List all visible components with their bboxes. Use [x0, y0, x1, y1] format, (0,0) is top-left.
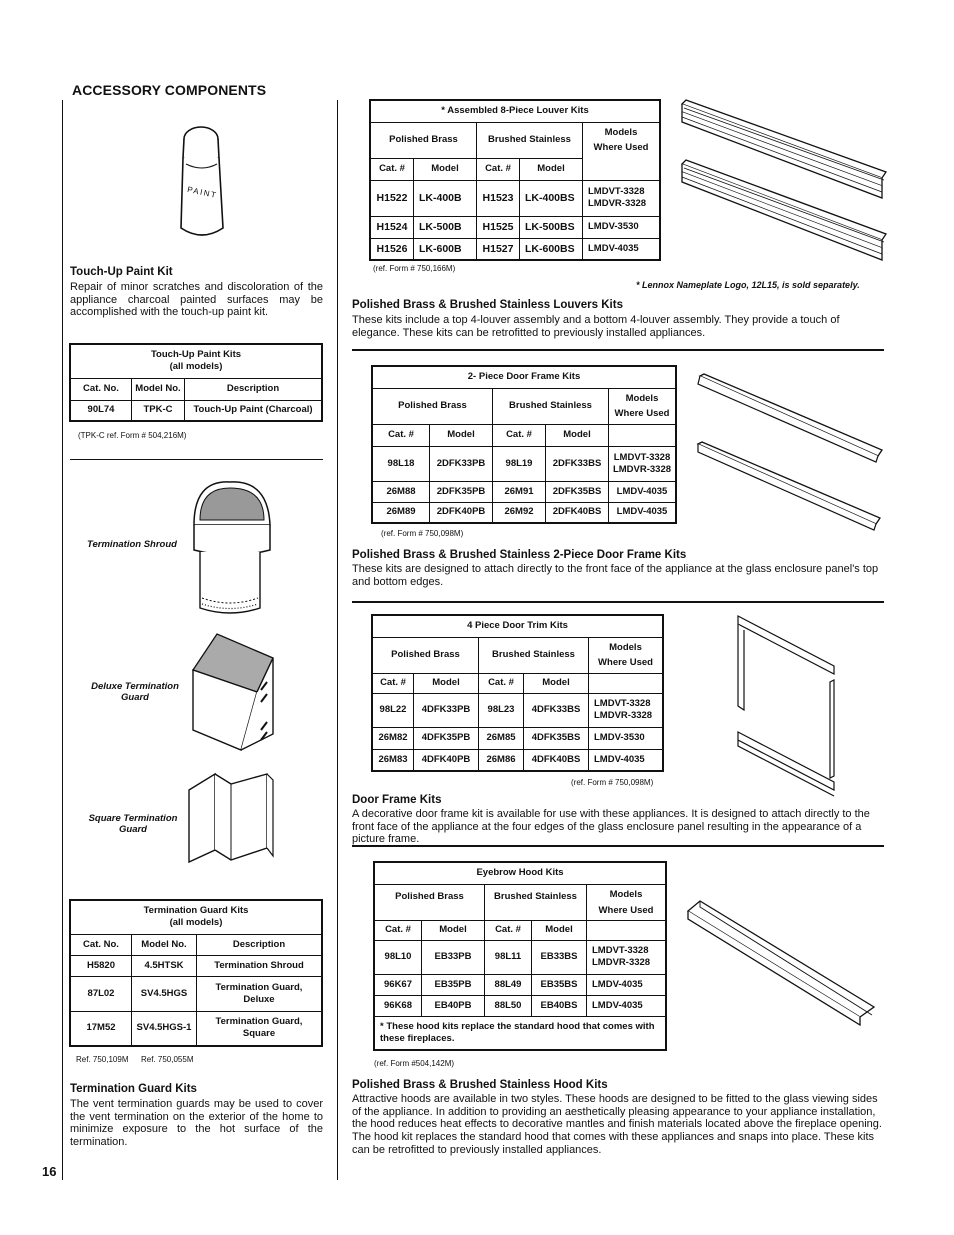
- table-cell: 88L49: [485, 974, 532, 995]
- col-header: Model: [524, 673, 589, 693]
- table-title: 2- Piece Door Frame Kits: [372, 366, 676, 388]
- table-cell: 2DFK35PB: [430, 481, 493, 502]
- table-cell: 88L50: [485, 995, 532, 1016]
- table-cell: LMDV-4035: [589, 749, 664, 771]
- louver-note: * Lennox Nameplate Logo, 12L15, is sold separately.: [636, 280, 860, 290]
- col-header: Cat. #: [485, 920, 532, 940]
- termination-table-subtitle: (all models): [169, 917, 223, 929]
- door-frame-2pc-table: [371, 365, 677, 524]
- termination-shroud-illustration: [190, 480, 274, 620]
- table-cell: SV4.5HGS: [132, 976, 197, 1011]
- table-cell: LMDVR-3328: [594, 710, 653, 721]
- col-header: Cat. No.: [70, 378, 132, 400]
- table-cell: EB33PB: [422, 940, 485, 974]
- table-row: [70, 976, 322, 1011]
- termination-ref-1: Ref. 750,109M: [76, 1055, 129, 1064]
- table-cell: H1523: [477, 180, 520, 216]
- table-cell: 98L19: [493, 446, 546, 481]
- table-cell: Square: [242, 1028, 276, 1040]
- table-cell: Deluxe: [243, 993, 275, 1005]
- table-cell: 26M86: [479, 749, 524, 771]
- table-cell: 4DFK33BS: [524, 693, 589, 727]
- door-trim-4pc-table: [371, 614, 664, 772]
- table-row: [370, 180, 660, 216]
- table-cell: 4DFK35PB: [414, 727, 479, 749]
- table-cell: LMDV-3530: [589, 727, 664, 749]
- table-cell: EB40BS: [532, 995, 587, 1016]
- table-cell: H1526: [370, 238, 414, 260]
- col-header: Model: [532, 920, 587, 940]
- table-title: 4 Piece Door Trim Kits: [372, 615, 663, 637]
- models-header: Models: [625, 392, 659, 404]
- section-rule: [352, 349, 884, 351]
- termination-table-title: Termination Guard Kits: [143, 905, 249, 917]
- table-cell: Touch-Up Paint (Charcoal): [185, 400, 323, 421]
- termination-guard-table: [69, 899, 323, 1047]
- table-cell: LMDVT-3328: [613, 451, 671, 463]
- table-cell: 26M82: [372, 727, 414, 749]
- eyebrow-hood-table: [373, 861, 667, 1051]
- door-frame-4pc-illustration: [734, 614, 844, 794]
- table-cell: H1527: [477, 238, 520, 260]
- door2-heading: Polished Brass & Brushed Stainless 2-Piece Door Frame Kits: [352, 549, 687, 561]
- table-cell: TPK-C: [132, 400, 185, 421]
- hood-heading: Polished Brass & Brushed Stainless Hood Kits: [352, 1079, 608, 1091]
- models-header-sub: Where Used: [598, 656, 653, 668]
- paint-kit-table: [69, 343, 323, 422]
- group-header: Brushed Stainless: [493, 388, 609, 424]
- door2-ref: (ref. Form # 750,098M): [381, 529, 464, 538]
- col-header: Description: [197, 934, 323, 955]
- table-cell: LMDVR-3328: [612, 463, 672, 475]
- table-cell: 2DFK40BS: [546, 502, 609, 523]
- louver-text: These kits include a top 4-louver assembly and a bottom 4-louver assembly. They provide a touch of elegance. These kits can be retrofitted to previously installed appliances.: [352, 314, 840, 339]
- table-cell: LMDV-4035: [587, 995, 667, 1016]
- col-header: Model: [422, 920, 485, 940]
- hood-ref: (ref. Form #504,142M): [374, 1059, 455, 1068]
- table-cell: H1525: [477, 216, 520, 238]
- table-cell: 2DFK40PB: [430, 502, 493, 523]
- hood-text: Attractive hoods are available in two styles. These hoods are designed to be fitted to the glass viewing sides of the appliance. In addition to providing an aesthetically pleasing appearance to your appliance installation, the hood reduces heat effects to decorative mantles and finish materials located above the fireplace opening. The hood kit replaces the standard hood that comes with these appliances and snaps into place. These kits can be retrofitted to previously installed appliances.: [352, 1093, 882, 1156]
- col-header: Model: [546, 424, 609, 446]
- table-cell: Termination Shroud: [197, 955, 323, 976]
- col-header: Cat. No.: [70, 934, 132, 955]
- col-header: Description: [185, 378, 323, 400]
- page-title: ACCESSORY COMPONENTS: [72, 82, 267, 98]
- table-row: [372, 749, 663, 771]
- table-cell: 2DFK33PB: [430, 446, 493, 481]
- paint-table-title: Touch-Up Paint Kits: [150, 349, 242, 361]
- square-guard-caption: Square Termination Guard: [88, 813, 178, 835]
- table-row: [372, 481, 676, 502]
- eyebrow-hood-illustration: [684, 897, 876, 1027]
- table-cell: 26M88: [372, 481, 430, 502]
- group-header: Polished Brass: [374, 884, 485, 920]
- door4-text: A decorative door frame kit is available for use with these appliances. It is designed to attach directly to the front face of the appliance at the four edges of the glass enclosure panel resulting in the appearance of a picture frame.: [352, 808, 870, 846]
- col-header: Model: [414, 158, 477, 180]
- table-cell: LMDV-4035: [609, 481, 677, 502]
- table-cell: 26M92: [493, 502, 546, 523]
- group-header: Polished Brass: [372, 388, 493, 424]
- table-row: [70, 400, 322, 421]
- section-rule: [352, 845, 884, 847]
- table-cell: LMDV-4035: [609, 502, 677, 523]
- col-header: Cat. #: [477, 158, 520, 180]
- table-cell: 98L18: [372, 446, 430, 481]
- termination-heading: Termination Guard Kits: [70, 1083, 197, 1095]
- table-row: [374, 995, 666, 1016]
- table-cell: 17M52: [70, 1011, 132, 1046]
- table-row: [372, 502, 676, 523]
- col-header: Model No.: [132, 934, 197, 955]
- door2-text: These kits are designed to attach directly to the front face of the appliance at the glass enclosure panel's top and bottom edges.: [352, 563, 879, 588]
- door4-ref: (ref. Form # 750,098M): [571, 778, 654, 787]
- models-header: Models: [604, 126, 638, 138]
- table-row: [370, 216, 660, 238]
- table-cell: LMDVR-3328: [592, 957, 651, 968]
- table-row: [70, 955, 322, 976]
- louver-heading: Polished Brass & Brushed Stainless Louvers Kits: [352, 299, 623, 311]
- table-cell: 2DFK35BS: [546, 481, 609, 502]
- col-header: Cat. #: [370, 158, 414, 180]
- table-cell: 96K67: [374, 974, 422, 995]
- table-cell: 87L02: [70, 976, 132, 1011]
- table-row: [372, 446, 676, 481]
- table-cell: 2DFK33BS: [546, 446, 609, 481]
- col-header: Model: [430, 424, 493, 446]
- deluxe-guard-caption: Deluxe Termination Guard: [91, 681, 179, 703]
- table-cell: EB35BS: [532, 974, 587, 995]
- models-header-sub: Where Used: [598, 904, 654, 916]
- table-cell: 90L74: [70, 400, 132, 421]
- table-cell: LK-600BS: [520, 238, 583, 260]
- table-cell: LMDVT-3328: [594, 698, 651, 709]
- col-header: Cat. #: [493, 424, 546, 446]
- page-number: 16: [42, 1164, 57, 1179]
- table-title: * Assembled 8-Piece Louver Kits: [370, 100, 660, 122]
- table-cell: 26M91: [493, 481, 546, 502]
- deluxe-guard-illustration: [185, 630, 277, 756]
- table-cell: 26M83: [372, 749, 414, 771]
- paint-can-label: PAINT: [186, 184, 219, 201]
- table-cell: EB35PB: [422, 974, 485, 995]
- termination-ref-2: Ref. 750,055M: [141, 1055, 194, 1064]
- table-cell: LMDV-4035: [587, 974, 667, 995]
- left-margin-rule: [62, 100, 63, 1180]
- table-cell: 98L11: [485, 940, 532, 974]
- paint-ref: (TPK-C ref. Form # 504,216M): [78, 431, 187, 440]
- table-cell: LMDVT-3328: [588, 186, 645, 197]
- termination-text: The vent termination guards may be used to cover the vent termination on the exterior of the home to minimize exposure to the hot surface of the termination.: [70, 1098, 323, 1149]
- col-header: Model: [414, 673, 479, 693]
- table-cell: LK-400BS: [520, 180, 583, 216]
- table-cell: 4DFK40BS: [524, 749, 589, 771]
- table-row: [372, 693, 663, 727]
- table-cell: 98L10: [374, 940, 422, 974]
- table-cell: LMDVT-3328: [592, 945, 649, 956]
- group-header: Polished Brass: [370, 122, 477, 158]
- col-header: Cat. #: [372, 673, 414, 693]
- table-cell: LMDV-4035: [583, 238, 661, 260]
- table-cell: 4.5HTSK: [132, 955, 197, 976]
- table-cell: H1524: [370, 216, 414, 238]
- table-row: [374, 974, 666, 995]
- col-header: Model No.: [132, 378, 185, 400]
- paint-kit-text: Repair of minor scratches and discoloration of the appliance charcoal painted surfaces may be accomplished with the touch-up paint kit.: [70, 281, 323, 319]
- group-header: Brushed Stainless: [477, 122, 583, 158]
- models-header-sub: Where Used: [614, 407, 670, 419]
- table-cell: H5820: [70, 955, 132, 976]
- louver-kit-table: [369, 99, 661, 261]
- col-header: Model: [520, 158, 583, 180]
- table-row: [370, 238, 660, 260]
- louver-illustration: [680, 100, 890, 265]
- termination-shroud-caption: Termination Shroud: [87, 539, 177, 550]
- group-header: Brushed Stainless: [479, 637, 589, 673]
- section-rule: [352, 601, 884, 603]
- table-cell: 26M85: [479, 727, 524, 749]
- table-cell: Termination Guard,: [215, 1016, 303, 1028]
- models-header: Models: [609, 641, 642, 653]
- paint-table-subtitle: (all models): [169, 361, 223, 373]
- table-row: [372, 727, 663, 749]
- table-cell: LK-500B: [414, 216, 477, 238]
- col-header: Cat. #: [479, 673, 524, 693]
- table-cell: 4DFK35BS: [524, 727, 589, 749]
- table-cell: 98L23: [479, 693, 524, 727]
- table-cell: 96K68: [374, 995, 422, 1016]
- section-rule: [70, 459, 323, 460]
- table-cell: LK-500BS: [520, 216, 583, 238]
- table-cell: LK-600B: [414, 238, 477, 260]
- table-cell: LK-400B: [414, 180, 477, 216]
- col-header: Cat. #: [372, 424, 430, 446]
- table-cell: 98L22: [372, 693, 414, 727]
- table-cell: 4DFK40PB: [414, 749, 479, 771]
- models-header-sub: Where Used: [593, 141, 649, 153]
- table-row: [374, 940, 666, 974]
- table-cell: 26M89: [372, 502, 430, 523]
- paint-can-illustration: [178, 124, 228, 244]
- models-header: Models: [609, 888, 643, 900]
- table-cell: EB40PB: [422, 995, 485, 1016]
- col-header: Cat. #: [374, 920, 422, 940]
- table-cell: LMDV-3530: [583, 216, 661, 238]
- hood-footnote: * These hood kits replace the standard hood that comes with these fireplaces.: [374, 1016, 666, 1050]
- column-divider: [337, 100, 338, 1180]
- door4-heading: Door Frame Kits: [352, 794, 442, 806]
- table-row: [70, 1011, 322, 1046]
- table-title: Eyebrow Hood Kits: [374, 862, 666, 884]
- louver-ref: (ref. Form # 750,166M): [373, 264, 456, 273]
- paint-kit-heading: Touch-Up Paint Kit: [70, 266, 173, 278]
- group-header: Brushed Stainless: [485, 884, 587, 920]
- table-cell: LMDVR-3328: [588, 198, 647, 209]
- square-guard-illustration: [183, 770, 277, 866]
- group-header: Polished Brass: [372, 637, 479, 673]
- table-cell: H1522: [370, 180, 414, 216]
- table-cell: EB33BS: [532, 940, 587, 974]
- table-cell: Termination Guard,: [215, 981, 303, 993]
- table-cell: 4DFK33PB: [414, 693, 479, 727]
- door-frame-2pc-illustration: [696, 372, 886, 532]
- table-cell: SV4.5HGS-1: [132, 1011, 197, 1046]
